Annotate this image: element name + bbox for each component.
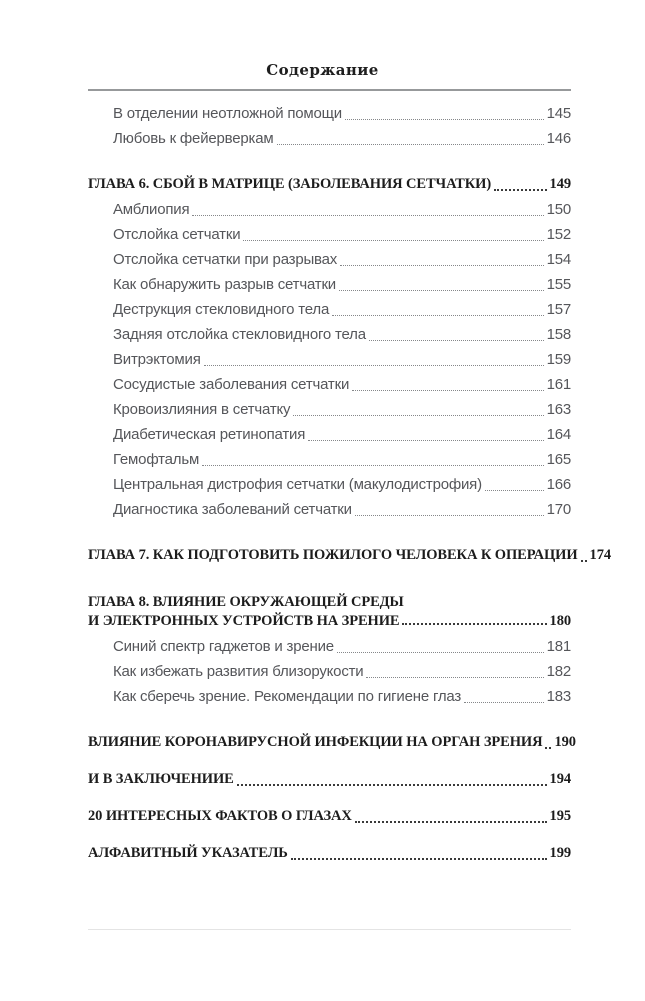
toc-page-number: 164 xyxy=(546,426,571,443)
toc-leader-dots xyxy=(243,240,543,241)
toc-entry-label: Гемофтальм xyxy=(113,451,200,468)
toc-entry xyxy=(88,804,571,829)
toc-entry-label: В отделении неотложной помощи xyxy=(113,105,342,122)
toc-list xyxy=(88,101,611,866)
toc-leader-dots xyxy=(581,560,587,562)
toc-leader-dots xyxy=(192,215,543,216)
toc-entry xyxy=(88,197,571,222)
toc-leader-dots xyxy=(293,415,543,416)
toc-entry xyxy=(88,841,571,866)
toc-leader-dots xyxy=(485,490,544,491)
toc-entry-label: Отслойка сетчатки xyxy=(113,226,241,243)
toc-page-number: 161 xyxy=(546,376,571,393)
toc-entry-label: Центральная дистрофия сетчатки (макулодистрофия) xyxy=(113,476,482,493)
toc-entry xyxy=(88,730,576,755)
toc-leader-dots xyxy=(355,821,547,823)
toc-entry-label: ГЛАВА 8. ВЛИЯНИЕ ОКРУЖАЮЩЕЙ СРЕДЫ xyxy=(88,594,404,610)
toc-page-number: 166 xyxy=(546,476,571,493)
toc-leader-dots xyxy=(337,652,544,653)
toc-leader-dots xyxy=(369,340,544,341)
toc-leader-dots xyxy=(308,440,543,441)
toc-entry-label: Сосудистые заболевания сетчатки xyxy=(113,376,350,393)
toc-leader-dots xyxy=(355,515,544,516)
toc-leader-dots xyxy=(545,747,551,749)
toc-page-number: 165 xyxy=(546,451,571,468)
toc-page-number: 174 xyxy=(589,547,611,563)
toc-entry xyxy=(88,101,571,126)
toc-entry-label: Амблиопия xyxy=(113,201,190,218)
toc-entry xyxy=(88,684,571,709)
toc-page-number: 195 xyxy=(549,808,571,824)
toc-leader-dots xyxy=(494,189,546,191)
toc-page-number: 170 xyxy=(546,501,571,518)
toc-page-number: 149 xyxy=(549,176,571,192)
toc-entry xyxy=(88,222,571,247)
header-divider xyxy=(88,89,571,91)
toc-page-number: 155 xyxy=(546,276,571,293)
toc-leader-dots xyxy=(291,858,547,860)
toc-entry xyxy=(88,126,571,151)
toc-entry-label: Кровоизлияния в сетчатку xyxy=(113,401,291,418)
toc-entry xyxy=(88,322,571,347)
toc-entry-label: Как избежать развития близорукости xyxy=(113,663,364,680)
toc-entry-label: Любовь к фейерверкам xyxy=(113,130,274,147)
toc-entry xyxy=(88,247,571,272)
toc-entry xyxy=(88,272,571,297)
toc-leader-dots xyxy=(402,623,546,625)
toc-leader-dots xyxy=(340,265,543,266)
footer-divider xyxy=(88,929,571,930)
toc-page-number: 180 xyxy=(549,613,571,629)
toc-page-number: 152 xyxy=(546,226,571,243)
toc-entry-label: ГЛАВА 7. КАК ПОДГОТОВИТЬ ПОЖИЛОГО ЧЕЛОВЕКА К ОПЕРАЦИИ xyxy=(88,547,578,563)
toc-entry xyxy=(88,297,571,322)
toc-entry-label: ВЛИЯНИЕ КОРОНАВИРУСНОЙ ИНФЕКЦИИ НА ОРГАН ЗРЕНИЯ xyxy=(88,734,543,750)
toc-leader-dots xyxy=(237,784,547,786)
toc-entry xyxy=(88,659,571,684)
toc-entry-label: АЛФАВИТНЫЙ УКАЗАТЕЛЬ xyxy=(88,845,288,861)
toc-entry-label: И В ЗАКЛЮЧЕНИИЕ xyxy=(88,771,234,787)
toc-page-number: 194 xyxy=(549,771,571,787)
toc-entry xyxy=(88,767,571,792)
toc-entry-label: Как обнаружить разрыв сетчатки xyxy=(113,276,336,293)
toc-entry xyxy=(88,172,571,197)
toc-entry xyxy=(88,497,571,522)
toc-entry-label: ГЛАВА 6. СБОЙ В МАТРИЦЕ (ЗАБОЛЕВАНИЯ СЕТЧАТКИ) xyxy=(88,176,492,192)
toc-leader-dots xyxy=(332,315,543,316)
toc-page-number: 146 xyxy=(546,130,571,147)
toc-page-number: 159 xyxy=(546,351,571,368)
toc-page-number: 163 xyxy=(546,401,571,418)
toc-entry xyxy=(88,543,611,568)
toc-entry-label: 20 ИНТЕРЕСНЫХ ФАКТОВ О ГЛАЗАХ xyxy=(88,808,352,824)
toc-entry-label: Как сберечь зрение. Рекомендации по гигиене глаз xyxy=(113,688,462,705)
toc-leader-dots xyxy=(202,465,544,466)
toc-entry-label: Витрэктомия xyxy=(113,351,201,368)
toc-leader-dots xyxy=(464,702,543,703)
toc-page-number: 145 xyxy=(546,105,571,122)
toc-entry xyxy=(88,589,571,631)
toc-entry-label: Диагностика заболеваний сетчатки xyxy=(113,501,352,518)
toc-entry-label: Диабетическая ретинопатия xyxy=(113,426,306,443)
toc-entry-label: Деструкция стекловидного тела xyxy=(113,301,330,318)
toc-leader-dots xyxy=(277,144,544,145)
toc-entry-label: Отслойка сетчатки при разрывах xyxy=(113,251,338,268)
toc-page-number: 158 xyxy=(546,326,571,343)
toc-page-number: 182 xyxy=(546,663,571,680)
toc-entry xyxy=(88,634,571,659)
toc-leader-dots xyxy=(352,390,543,391)
toc-leader-dots xyxy=(339,290,544,291)
toc-entry xyxy=(88,372,571,397)
toc-page-number: 183 xyxy=(546,688,571,705)
toc-entry xyxy=(88,347,571,372)
toc-page-number: 199 xyxy=(549,845,571,861)
toc-entry-label: И ЭЛЕКТРОННЫХ УСТРОЙСТВ НА ЗРЕНИЕ xyxy=(88,613,400,629)
toc-page-number: 190 xyxy=(554,734,576,750)
toc-page-number: 154 xyxy=(546,251,571,268)
toc-page-number: 181 xyxy=(546,638,571,655)
toc-entry xyxy=(88,447,571,472)
toc-entry-label: Задняя отслойка стекловидного тела xyxy=(113,326,366,343)
toc-leader-dots xyxy=(345,119,544,120)
page-title: Содержание xyxy=(266,61,379,79)
toc-page-number: 150 xyxy=(546,201,571,218)
toc-entry xyxy=(88,397,571,422)
toc-entry xyxy=(88,472,571,497)
toc-leader-dots xyxy=(204,365,544,366)
toc-entry xyxy=(88,422,571,447)
toc-page-number: 157 xyxy=(546,301,571,318)
toc-leader-dots xyxy=(366,677,543,678)
toc-entry-label: Синий спектр гаджетов и зрение xyxy=(113,638,334,655)
